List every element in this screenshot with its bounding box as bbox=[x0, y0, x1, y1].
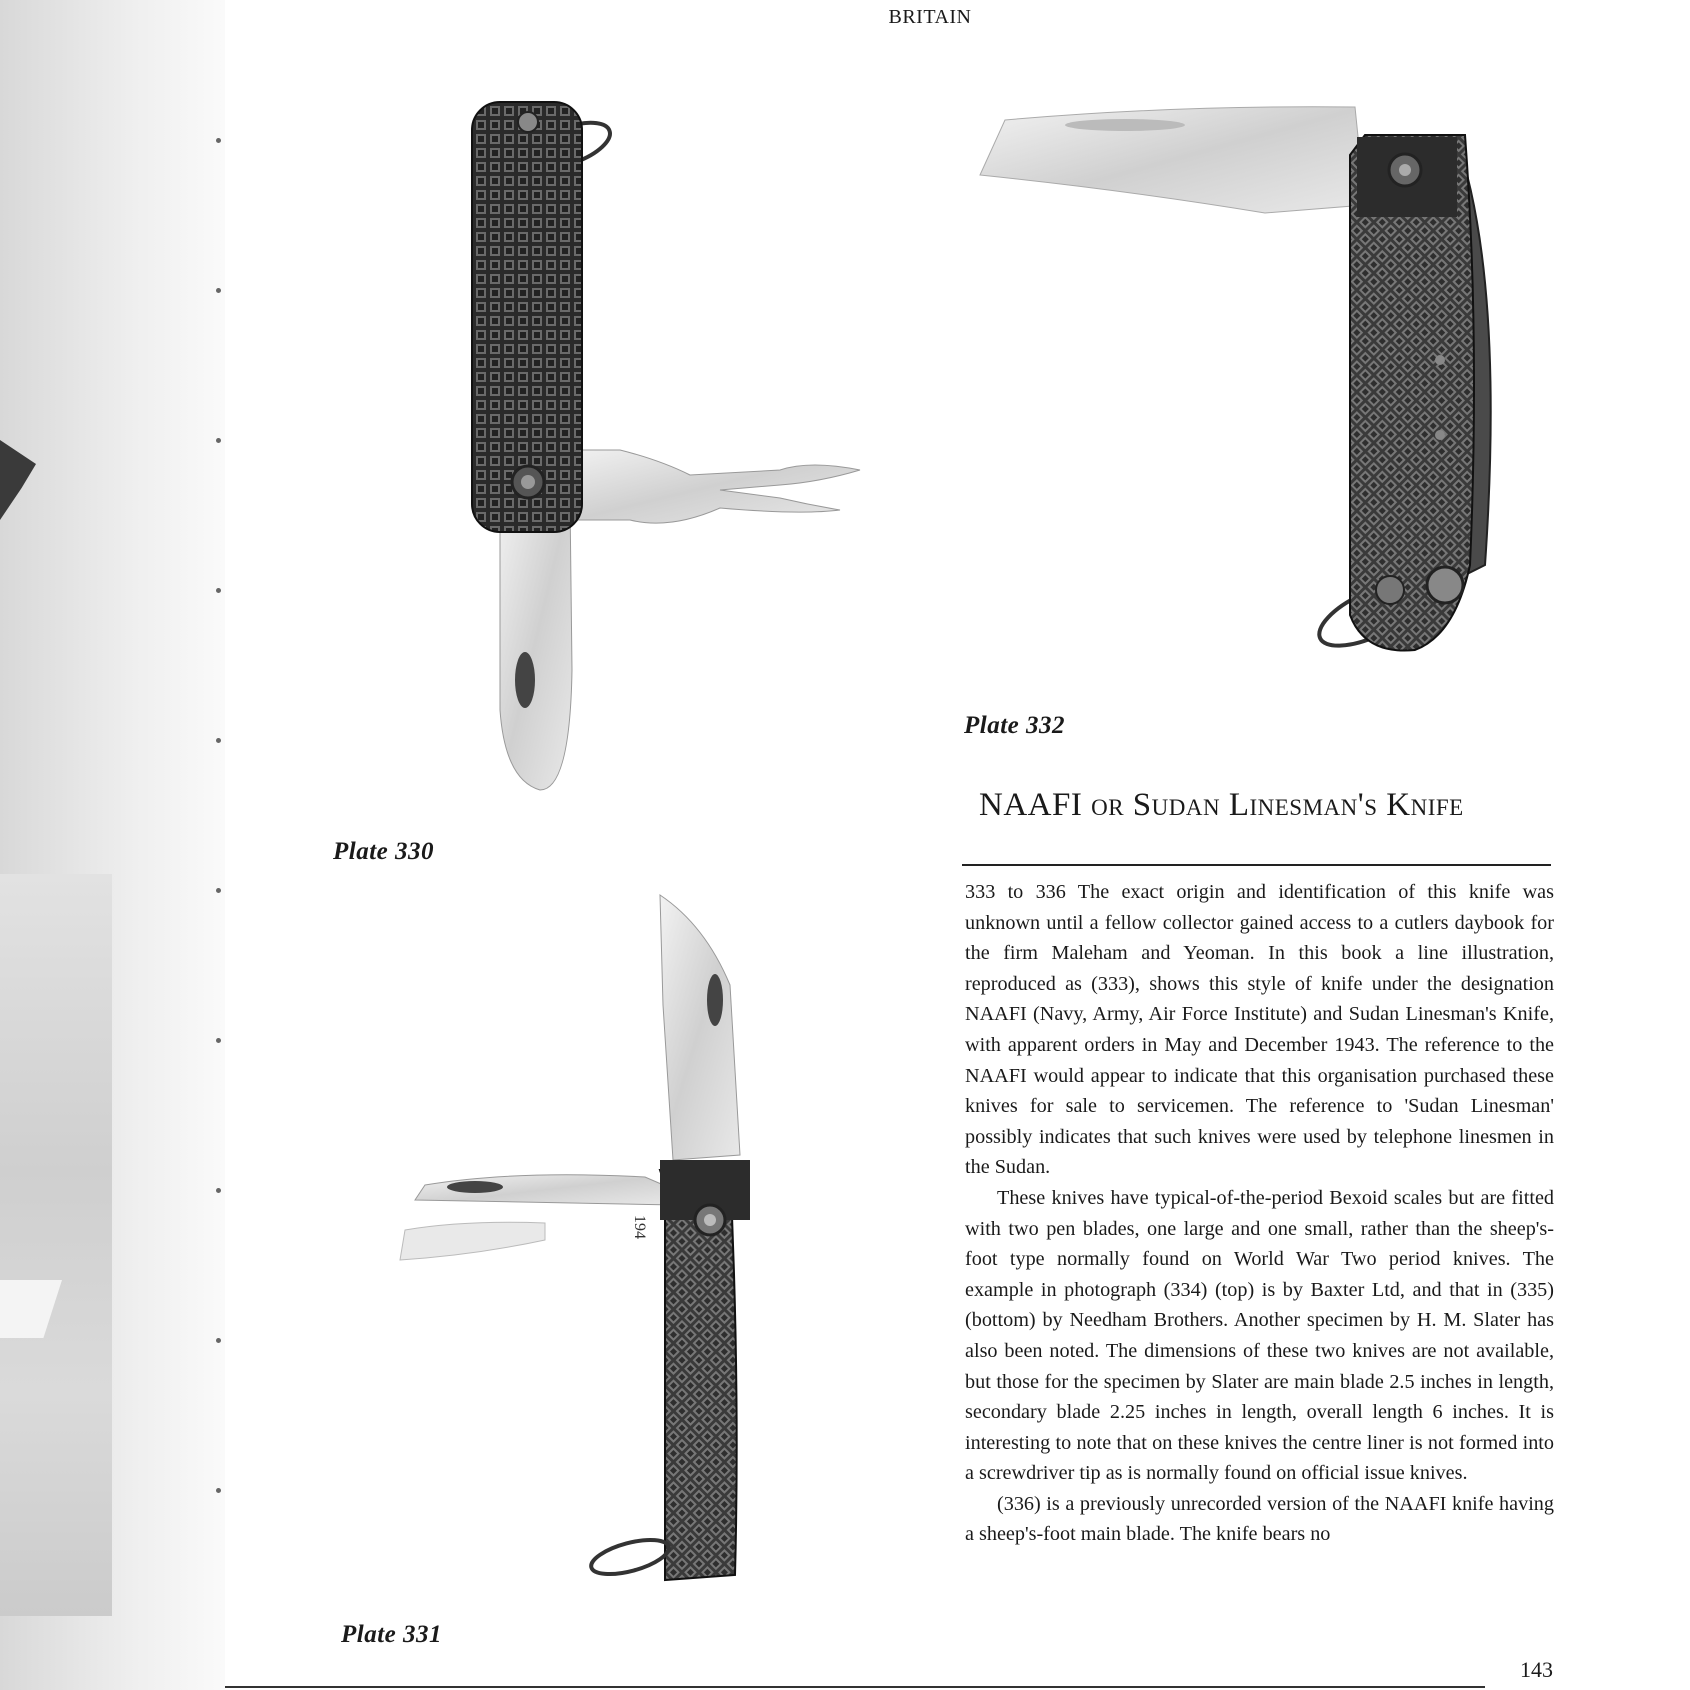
plate-331-knife-image bbox=[395, 885, 815, 1605]
body-paragraph: These knives have typical-of-the-period Bexoid scales but are fitted with two pen blades, one large and one small, rather than the sheep's-foot type normally found on World War Two period knives. The example in photograph (334) (top) is by Baxter Ltd, and that in (335) (bottom) by Needham Brothers. Another specimen by H. M. Slater has also been noted. The dimensions of these two knives are not available, but those for the specimen by Slater are main blade 2.5 inches in length, secondary blade 2.25 inches in length, overall length 6 inches. It is interesting to note that on these knives the centre liner is not formed into a screwdriver tip as is normally found on official issue knives. bbox=[965, 1186, 1554, 1485]
body-paragraph: 333 to 336 The exact origin and identification of this knife was unknown until a fellow collector gained access to a cutlers daybook for the firm Maleham and Yeoman. In this book a line illustration, reproduced as (333), shows this style of knife under the designation NAAFI (Navy, Army, Air Force Institute) and Sudan Linesman's Knife, with apparent orders in May and December 1943. The reference to the NAAFI would appear to indicate that this organisation purchased these knives for sale to servicemen. The reference to 'Sudan Linesman' possibly indicates that such knives were used by telephone linesmen in the Sudan. bbox=[965, 881, 1554, 1179]
binding-stitch bbox=[216, 438, 221, 443]
plate-332-caption: Plate 332 bbox=[964, 712, 1066, 739]
plate-330-knife-image bbox=[460, 90, 880, 810]
binding-stitch bbox=[216, 288, 221, 293]
plate-331-caption: Plate 331 bbox=[341, 1621, 443, 1648]
section-title bbox=[979, 787, 1464, 824]
binding-stitch bbox=[216, 138, 221, 143]
binding-stitch bbox=[216, 588, 221, 593]
binding-stitch bbox=[216, 888, 221, 893]
title-rule bbox=[962, 864, 1551, 866]
body-text bbox=[965, 877, 1554, 1550]
facing-page-photo-fragment bbox=[0, 874, 112, 1616]
footer-rule bbox=[225, 1686, 1485, 1688]
large-pen-blade bbox=[660, 895, 740, 1160]
binding-stitch bbox=[216, 1338, 221, 1343]
binding-stitch bbox=[216, 738, 221, 743]
plate-332-knife-image bbox=[975, 95, 1555, 655]
fork-blade bbox=[560, 450, 860, 523]
binding-stitch bbox=[216, 1038, 221, 1043]
body-paragraph: (336) is a previously unrecorded version of the NAAFI knife having a sheep's-foot main blade. The knife bears no bbox=[965, 1492, 1554, 1546]
running-header: BRITAIN bbox=[888, 6, 972, 28]
binding-stitch bbox=[216, 1188, 221, 1193]
section-title-text: NAAFI or Sudan Linesman's Knife bbox=[979, 787, 1464, 823]
page-number: 143 bbox=[1520, 1657, 1553, 1682]
bail-ring-icon bbox=[588, 1533, 673, 1581]
pen-blade bbox=[500, 490, 572, 790]
binding-stitch bbox=[216, 1488, 221, 1493]
blade-mark-194: 194 bbox=[631, 1215, 648, 1239]
plate-330-caption: Plate 330 bbox=[333, 838, 435, 865]
